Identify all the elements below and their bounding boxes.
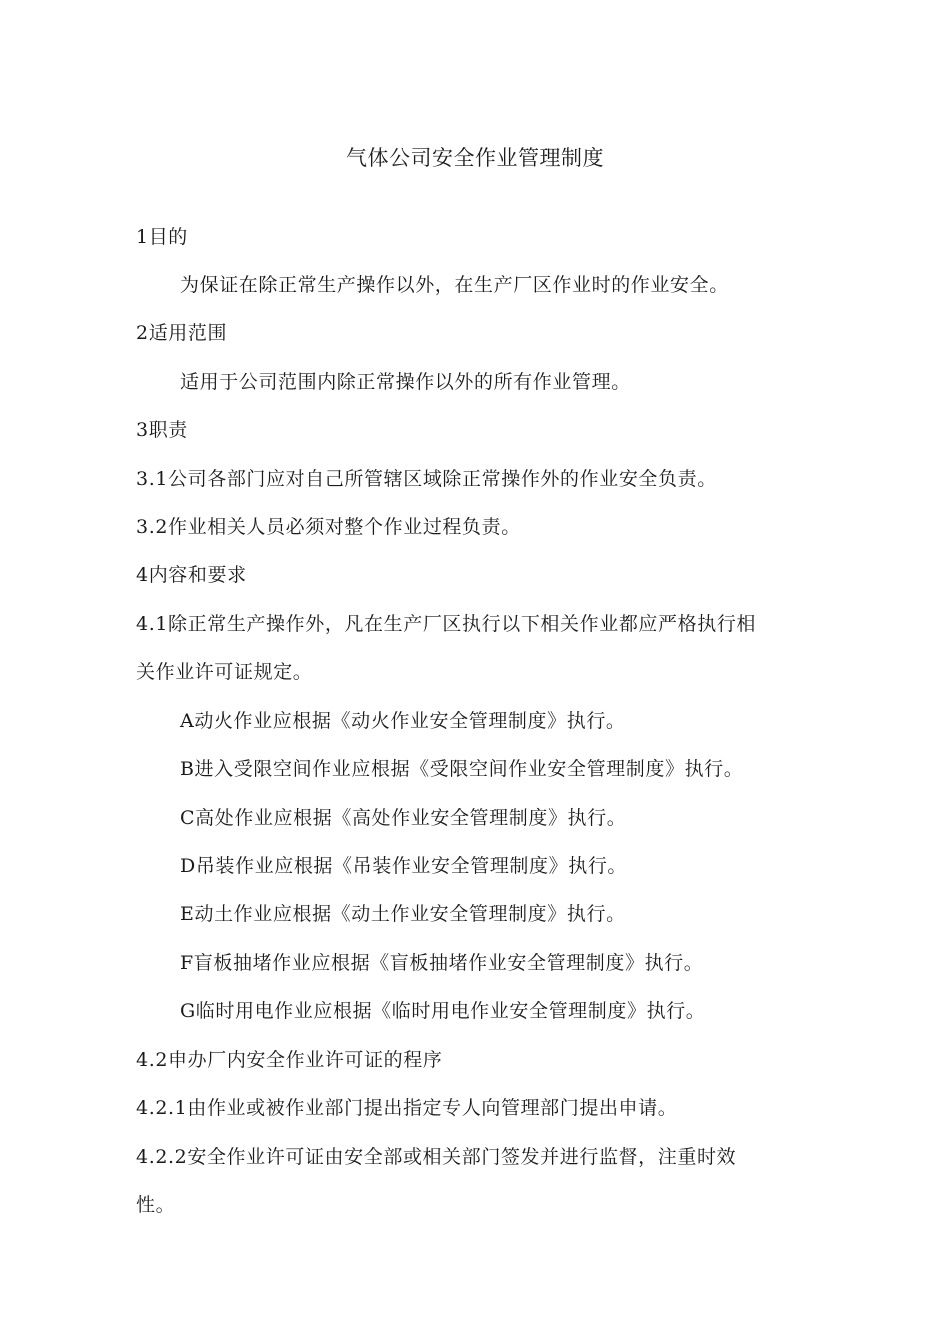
section-heading-responsibilities: 3职责 [136, 419, 188, 441]
list-item-a: A动火作业应根据《动火作业安全管理制度》执行。 [180, 710, 626, 732]
list-item-d: D吊装作业应根据《吊装作业安全管理制度》执行。 [180, 855, 628, 877]
list-item-b: B进入受限空间作业应根据《受限空间作业安全管理制度》执行。 [180, 758, 744, 780]
clause-4-2-2-line-2: 性。 [136, 1194, 176, 1216]
clause-4-1-line-2: 关作业许可证规定。 [136, 661, 313, 683]
list-item-c: C高处作业应根据《高处作业安全管理制度》执行。 [180, 807, 627, 829]
paragraph-purpose: 为保证在除正常生产操作以外，在生产厂区作业时的作业安全。 [180, 274, 729, 296]
list-item-e: E动土作业应根据《动土作业安全管理制度》执行。 [180, 903, 626, 925]
clause-4-2: 4.2申办厂内安全作业许可证的程序 [136, 1049, 443, 1071]
clause-4-1-line-1: 4.1除正常生产操作外，凡在生产厂区执行以下相关作业都应严格执行相 [136, 613, 757, 635]
document-title: 气体公司安全作业管理制度 [346, 146, 604, 170]
section-heading-purpose: 1目的 [136, 226, 188, 248]
paragraph-scope: 适用于公司范围内除正常操作以外的所有作业管理。 [180, 371, 631, 393]
list-item-g: G临时用电作业应根据《临时用电作业安全管理制度》执行。 [180, 1000, 706, 1022]
list-item-f: F盲板抽堵作业应根据《盲板抽堵作业安全管理制度》执行。 [180, 952, 704, 974]
clause-4-2-1: 4.2.1由作业或被作业部门提出指定专人向管理部门提出申请。 [136, 1097, 678, 1119]
section-heading-scope: 2适用范围 [136, 322, 228, 344]
clause-3-1: 3.1公司各部门应对自己所管辖区域除正常操作外的作业安全负责。 [136, 468, 717, 490]
clause-4-2-2-line-1: 4.2.2安全作业许可证由安全部或相关部门签发并进行监督，注重时效 [136, 1146, 737, 1168]
clause-3-2: 3.2作业相关人员必须对整个作业过程负责。 [136, 516, 521, 538]
section-heading-content: 4内容和要求 [136, 564, 247, 586]
